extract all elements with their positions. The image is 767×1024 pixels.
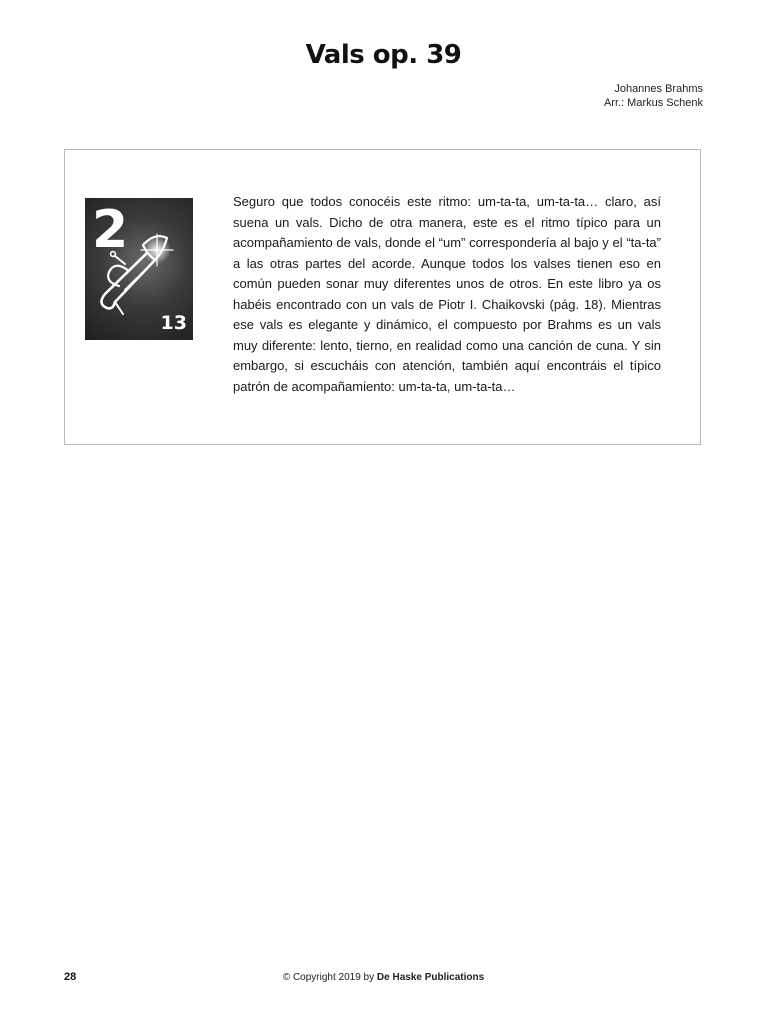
- copyright-prefix: © Copyright 2019 by: [282, 972, 375, 983]
- info-box: [64, 149, 701, 445]
- composer-name: Johannes Brahms: [614, 83, 703, 95]
- publisher-name: De Haske Publications: [376, 972, 485, 983]
- page-title: Vals op. 39: [305, 40, 462, 70]
- copyright-line: [0, 972, 767, 983]
- badge-number: 2: [92, 200, 129, 260]
- arranger-name: Arr.: Markus Schenk: [603, 97, 703, 109]
- page-number: 28: [64, 971, 77, 983]
- body-paragraph: Seguro que todos conocéis este ritmo: um-ta-ta, um-ta-ta… claro, así suena un vals. Dicho de otra manera, este es el ritmo típico para un acompañamiento de vals, donde el “um” correspondería al bajo y el “ta-ta” a las otras partes del acorde. Aunque todos los valses tienen eso en común pueden sonar muy diferentes unos de otros. En este libro ya os habéis encontrado con un vals de Piotr I. Chaikovski (pág. 18). Mientras ese vals es elegante y dinámico, el compuesto por Brahms es un vals muy diferente: lento, tierno, en realidad como una canción de cuna. Y sin embargo, si escucháis con atención, también aquí encontráis el típico patrón de acompañamiento: um-ta-ta, um-ta-ta…: [233, 194, 661, 394]
- instrument-badge: [85, 198, 193, 340]
- credits: [604, 82, 703, 110]
- track-number: 13: [160, 312, 187, 334]
